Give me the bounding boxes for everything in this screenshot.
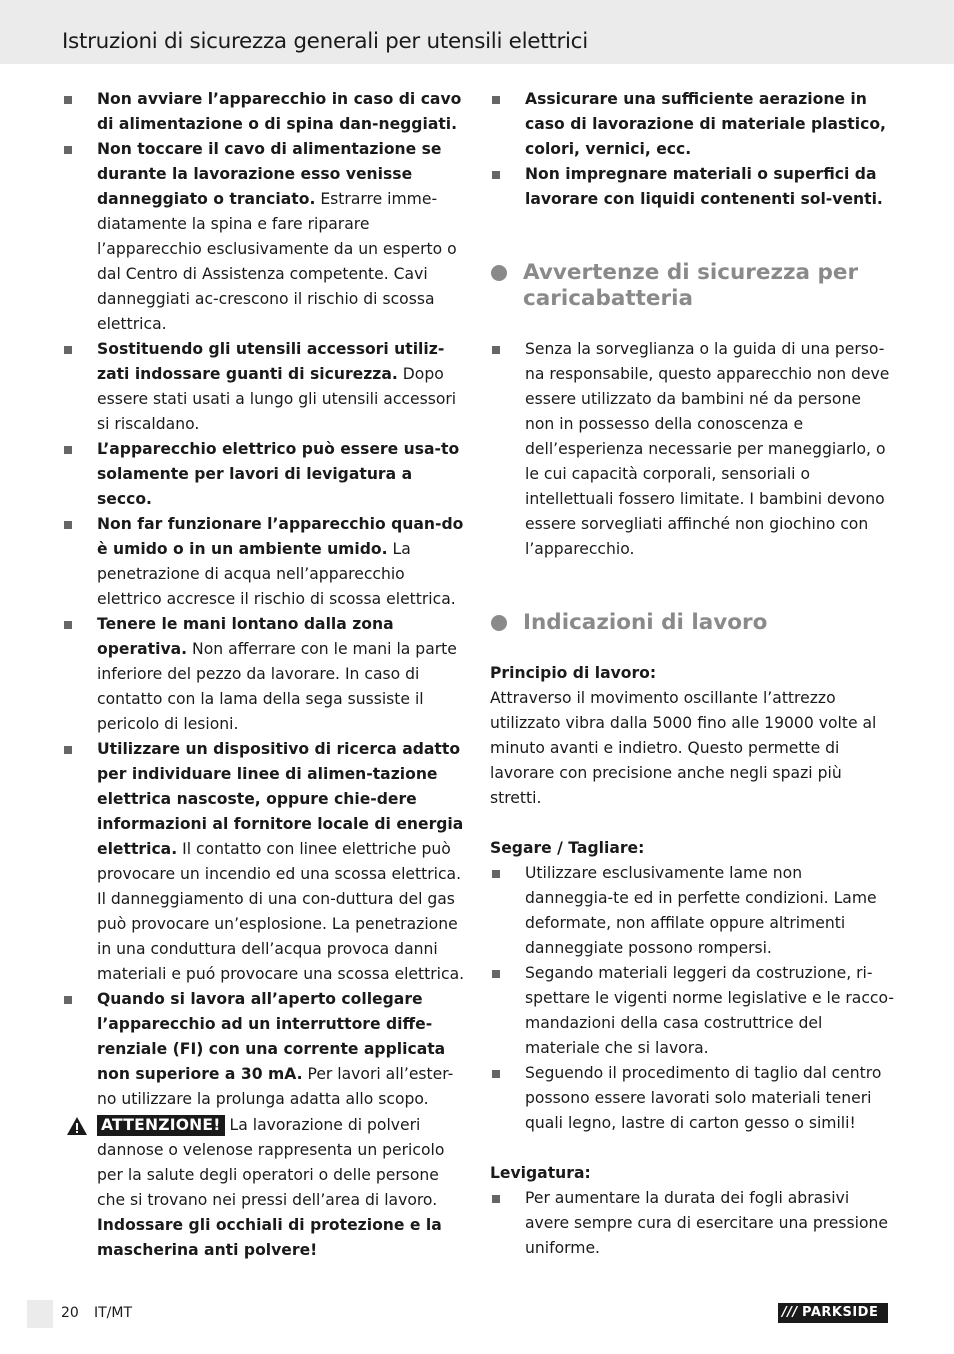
section-heading-work: Indicazioni di lavoro bbox=[490, 610, 894, 636]
square-bullet-icon bbox=[492, 870, 500, 878]
list-item: Seguendo il procedimento di taglio dal centro possono essere lavorati solo materiali teneri quali legno, lastre di carton gesso o simili! bbox=[490, 1061, 894, 1136]
square-bullet-icon bbox=[64, 146, 72, 154]
right-column bbox=[490, 87, 894, 1261]
warning-triangle-icon bbox=[66, 1116, 88, 1136]
left-column bbox=[62, 87, 466, 1263]
list-item: Quando si lavora all’aperto collegare l’apparecchio ad un interruttore diffe-renziale (FI) con una corrente applicata non superiore a 30 mA. Per lavori all’ester-no utilizzare la prolunga adatta allo scopo. bbox=[62, 987, 466, 1112]
square-bullet-icon bbox=[492, 1195, 500, 1203]
list-item: Non avviare l’apparecchio in caso di cavo di alimentazione o di spina dan-neggiati. bbox=[62, 87, 466, 137]
list-item: Non toccare il cavo di alimentazione se durante la lavorazione esso venisse danneggiato o tranciato. Estrarre imme-diatamente la spina e fare riparare l’apparecchio esclusivamente da un esperto o dal Centro di Assistenza competente. Cavi danneggiati ac-crescono il rischio di scossa elettrica. bbox=[62, 137, 466, 337]
list-item: Assicurare una sufficiente aerazione in caso di lavorazione di materiale plastico, colori, vernici, ecc. bbox=[490, 87, 894, 162]
subheading-principio: Principio di lavoro: bbox=[490, 664, 657, 682]
warning-block: ATTENZIONE! La lavorazione di polveri dannose o velenose rappresenta un pericolo per la salute degli operatori o delle persone che si trovano nei pressi dell’area di lavoro. Indossare gli occhiali di protezione e la mascherina anti polvere! bbox=[62, 1113, 466, 1263]
square-bullet-icon bbox=[492, 346, 500, 354]
square-bullet-icon bbox=[64, 446, 72, 454]
list-item: Non far funzionare l’apparecchio quan-do è umido o in un ambiente umido. La penetrazione di acqua nell’apparecchio elettrico accresce il rischio di scossa elettrica. bbox=[62, 512, 466, 612]
parkside-logo bbox=[778, 1303, 888, 1323]
subheading-segare: Segare / Tagliare: bbox=[490, 839, 645, 857]
language-code: IT/MT bbox=[94, 1305, 133, 1321]
logo-text: PARKSIDE bbox=[802, 1305, 879, 1320]
warning-bold-text: Indossare gli occhiali di protezione e la mascherina anti polvere! bbox=[97, 1216, 442, 1259]
list-item: Non impregnare materiali o superfici da lavorare con liquidi contenenti sol-venti. bbox=[490, 162, 894, 212]
subheading-levigatura: Levigatura: bbox=[490, 1164, 591, 1182]
list-item: Per aumentare la durata dei fogli abrasivi avere sempre cura di esercitare una pressione uniforme. bbox=[490, 1186, 894, 1261]
page-title: Istruzioni di sicurezza generali per utensili elettrici bbox=[62, 29, 588, 54]
square-bullet-icon bbox=[492, 96, 500, 104]
section-heading-charger: Avvertenze di sicurezza per caricabatteria bbox=[490, 260, 894, 312]
square-bullet-icon bbox=[492, 970, 500, 978]
attention-badge: ATTENZIONE! bbox=[97, 1115, 225, 1136]
square-bullet-icon bbox=[64, 96, 72, 104]
list-item: Utilizzare esclusivamente lame non danneggia-te ed in perfette condizioni. Lame deformate, non affilate oppure altrimenti danneggiate possono rompersi. bbox=[490, 861, 894, 961]
square-bullet-icon bbox=[64, 996, 72, 1004]
list-item: Segando materiali leggeri da costruzione, ri-spettare le vigenti norme legislative e le racco-mandazioni della casa costruttrice del materiale che si lavora. bbox=[490, 961, 894, 1061]
page-header bbox=[0, 0, 954, 64]
list-item: Tenere le mani lontano dalla zona operativa. Non afferrare con le mani la parte inferiore del pezzo da lavorare. In caso di contatto con la lama della sega sussiste il pericolo di lesioni. bbox=[62, 612, 466, 737]
list-item: Utilizzare un dispositivo di ricerca adatto per individuare linee di alimen-tazione elettrica nascoste, oppure chie-dere informazioni al fornitore locale di energia elettrica. Il contatto con linee elettriche può provocare un incendio ed una scossa elettrica. Il danneggiamento di una con-duttura del gas può provocare un’esplosione. La penetrazione in una conduttura dell’acqua provoca danni materiali e puó provocare una scossa elettrica. bbox=[62, 737, 466, 987]
list-item: Sostituendo gli utensili accessori utiliz-zati indossare guanti di sicurezza. Dopo essere stati usati a lungo gli utensili accessori si riscaldano. bbox=[62, 337, 466, 437]
square-bullet-icon bbox=[64, 346, 72, 354]
list-item: Senza la sorveglianza o la guida di una perso-na responsabile, questo apparecchio non deve essere utilizzato da bambini né da persone non in possesso della conoscenza e dell’esperienza necessarie per maneggiarlo, o le cui capacità corporali, sensoriali o intellettuali fossero limitate. I bambini devono essere sorvegliati affinché non giochino con l’apparecchio. bbox=[490, 337, 894, 562]
footer-page-box bbox=[27, 1300, 53, 1328]
square-bullet-icon bbox=[64, 746, 72, 754]
page-number: 20 bbox=[61, 1305, 79, 1321]
square-bullet-icon bbox=[64, 621, 72, 629]
logo-slashes: /// bbox=[782, 1305, 798, 1320]
list-item: L’apparecchio elettrico può essere usa-to solamente per lavori di levigatura a secco. bbox=[62, 437, 466, 512]
square-bullet-icon bbox=[64, 521, 72, 529]
paragraph-principio: Attraverso il movimento oscillante l’attrezzo utilizzato vibra dalla 5000 fino alle 19000 volte al minuto avanti e indietro. Questo permette di lavorare con precisione anche negli spazi più stretti. bbox=[490, 689, 877, 807]
section-dot-icon bbox=[491, 615, 507, 631]
section-dot-icon bbox=[491, 265, 507, 281]
square-bullet-icon bbox=[492, 1070, 500, 1078]
square-bullet-icon bbox=[492, 171, 500, 179]
